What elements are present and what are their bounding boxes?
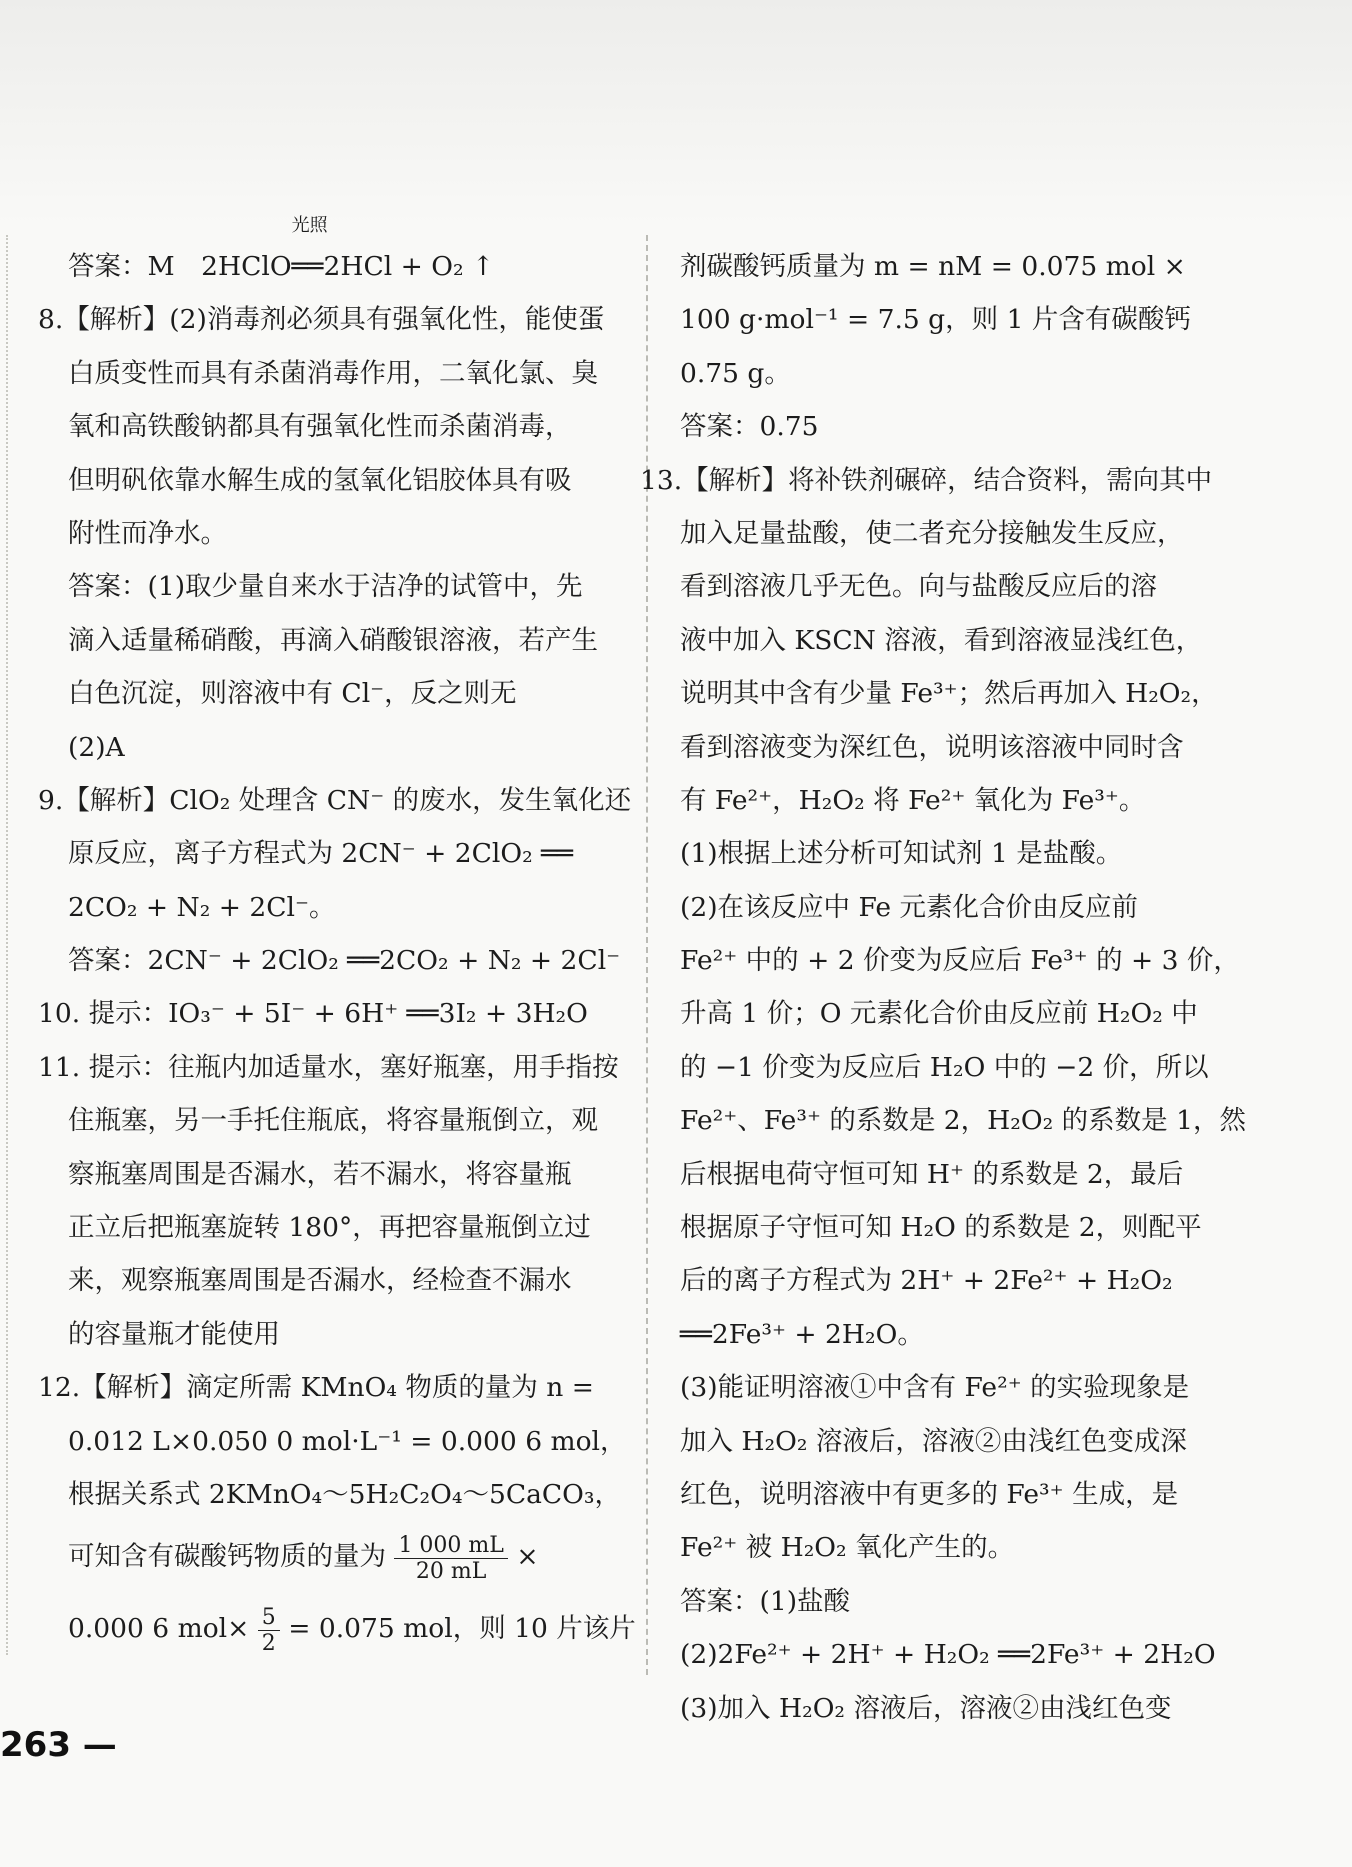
q8-answer-line: 滴入适量稀硝酸，再滴入硝酸银溶液，若产生 [68,624,598,656]
q8-answer-line: 白色沉淀，则溶液中有 Cl⁻，反之则无 [68,678,517,710]
q12-text: 0.000 6 mol× [68,1613,250,1645]
q13-line: 看到溶液变为深红色，说明该溶液中同时含 [680,731,1184,763]
column-divider [646,235,648,1675]
q11-line: 的容量瓶才能使用 [68,1318,280,1350]
q8-line: 白质变性而具有杀菌消毒作用，二氧化氯、臭 [68,357,598,389]
q12-text: = 0.075 mol，则 10 片该片 [288,1613,636,1645]
q13-line: 有 Fe²⁺，H₂O₂ 将 Fe²⁺ 氧化为 Fe³⁺。 [680,784,1146,816]
fraction-numerator: 1 000 mL [394,1533,507,1559]
q8-line: 氧和高铁酸钠都具有强氧化性而杀菌消毒， [68,411,572,443]
q12-line: 根据关系式 2KMnO₄～5H₂C₂O₄～5CaCO₃， [68,1478,622,1510]
q9-line: 原反应，离子方程式为 2CN⁻ + 2ClO₂ ══ [68,838,574,870]
q8-line: 8.【解析】(2)消毒剂必须具有强氧化性，能使蛋 [38,304,605,336]
q12-fraction-line [38,1521,613,1593]
q13-line: 加入 H₂O₂ 溶液后，溶液②由浅红色变成深 [680,1425,1187,1457]
q11-line: 察瓶塞周围是否漏水，若不漏水，将容量瓶 [68,1158,572,1190]
q13-line: 红色，说明溶液中有更多的 Fe³⁺ 生成，是 [680,1478,1179,1510]
q13-line: 液中加入 KSCN 溶液，看到溶液显浅红色， [680,624,1203,656]
q13-line: 看到溶液几乎无色。向与盐酸反应后的溶 [680,571,1157,603]
q12-continued-line: 剂碳酸钙质量为 m = nM = 0.075 mol × [680,251,1186,282]
q13-line: 升高 1 价；O 元素化合价由反应前 H₂O₂ 中 [680,998,1198,1030]
q13-line: (3)能证明溶液①中含有 Fe²⁺ 的实验现象是 [680,1372,1190,1404]
q13-line: 说明其中含有少量 Fe³⁺；然后再加入 H₂O₂， [680,678,1218,710]
q13-line: 后根据电荷守恒可知 H⁺ 的系数是 2，最后 [680,1158,1184,1190]
q13-line: ══2Fe³⁺ + 2H₂O。 [680,1318,924,1350]
q9-answer-line: 答案：2CN⁻ + 2ClO₂ ══2CO₂ + N₂ + 2Cl⁻ [68,945,621,977]
q13-line: 根据原子守恒可知 H₂O 的系数是 2，则配平 [680,1212,1202,1244]
reaction-condition [291,215,328,293]
q9-line: 9.【解析】ClO₂ 处理含 CN⁻ 的废水，发生氧化还 [38,784,632,816]
q13-answer-line: (2)2Fe²⁺ + 2H⁺ + H₂O₂ ══2Fe³⁺ + 2H₂O [680,1639,1216,1671]
fraction-denominator: 2 [261,1630,276,1656]
left-column [38,215,636,1665]
q8-line: 附性而净水。 [68,517,227,549]
q8-line: 但明矾依靠水解生成的氢氧化铝胶体具有吸 [68,464,572,496]
q11-line: 住瓶塞，另一手托住瓶底，将容量瓶倒立，观 [68,1105,598,1137]
q12-line: 12.【解析】滴定所需 KMnO₄ 物质的量为 n = [38,1372,594,1404]
answer-text: 答案：M 2HClO [68,251,292,282]
answer-line [38,215,613,293]
binding-edge [6,235,8,1655]
times-sign: × [516,1541,539,1573]
right-column [640,240,1246,1735]
fraction-volume [394,1533,507,1585]
q13-answer-line: 答案：(1)盐酸 [680,1585,851,1617]
fraction-denominator: 20 mL [415,1558,487,1584]
q11-line: 正立后把瓶塞旋转 180°，再把容量瓶倒立过 [68,1212,591,1244]
q13-line: 后的离子方程式为 2H⁺ + 2Fe²⁺ + H₂O₂ [680,1265,1173,1297]
equation-products: 2HCl + O₂ ↑ [323,251,495,282]
page-number: 263 — [0,1725,117,1765]
q8-answer-line: (2)A [68,731,125,763]
q13-answer-line: (3)加入 H₂O₂ 溶液后，溶液②由浅红色变 [680,1692,1172,1724]
fraction-numerator: 5 [258,1605,280,1631]
q13-line: (1)根据上述分析可知试剂 1 是盐酸。 [680,838,1123,870]
equals-arrow: ══ [291,251,324,282]
q9-line: 2CO₂ + N₂ + 2Cl⁻。 [68,891,336,923]
q13-line: 的 −1 价变为反应后 H₂O 中的 −2 价，所以 [680,1051,1209,1083]
q13-line: 13.【解析】将补铁剂碾碎，结合资料，需向其中 [640,464,1213,496]
q12-continued-line: 0.75 g。 [680,357,791,389]
q11-line: 11. 提示：往瓶内加适量水，塞好瓶塞，用手指按 [38,1051,619,1083]
page-top-shading [0,0,1352,225]
q13-line: Fe²⁺ 中的 + 2 价变为反应后 Fe³⁺ 的 + 3 价， [680,945,1240,977]
q12-answer-line: 答案：0.75 [680,411,819,443]
fraction-ratio [258,1605,280,1657]
q10-line: 10. 提示：IO₃⁻ + 5I⁻ + 6H⁺ ══3I₂ + 3H₂O [38,998,588,1030]
q12-continued-line: 100 g·mol⁻¹ = 7.5 g，则 1 片含有碳酸钙 [680,304,1191,336]
q13-line: Fe²⁺ 被 H₂O₂ 氧化产生的。 [680,1532,1015,1564]
q11-line: 来，观察瓶塞周围是否漏水，经检查不漏水 [68,1265,572,1297]
condition-label: 光照 [291,215,328,236]
q13-line: 加入足量盐酸，使二者充分接触发生反应， [680,517,1184,549]
q13-line: (2)在该反应中 Fe 元素化合价由反应前 [680,891,1139,923]
q13-line: Fe²⁺、Fe³⁺ 的系数是 2，H₂O₂ 的系数是 1，然 [680,1105,1246,1137]
q8-answer-line: 答案：(1)取少量自来水于洁净的试管中，先 [68,571,583,603]
q12-text: 可知含有碳酸钙物质的量为 [68,1541,386,1573]
q12-fraction-line [38,1593,636,1665]
q12-line: 0.012 L×0.050 0 mol·L⁻¹ = 0.000 6 mol， [68,1425,627,1457]
